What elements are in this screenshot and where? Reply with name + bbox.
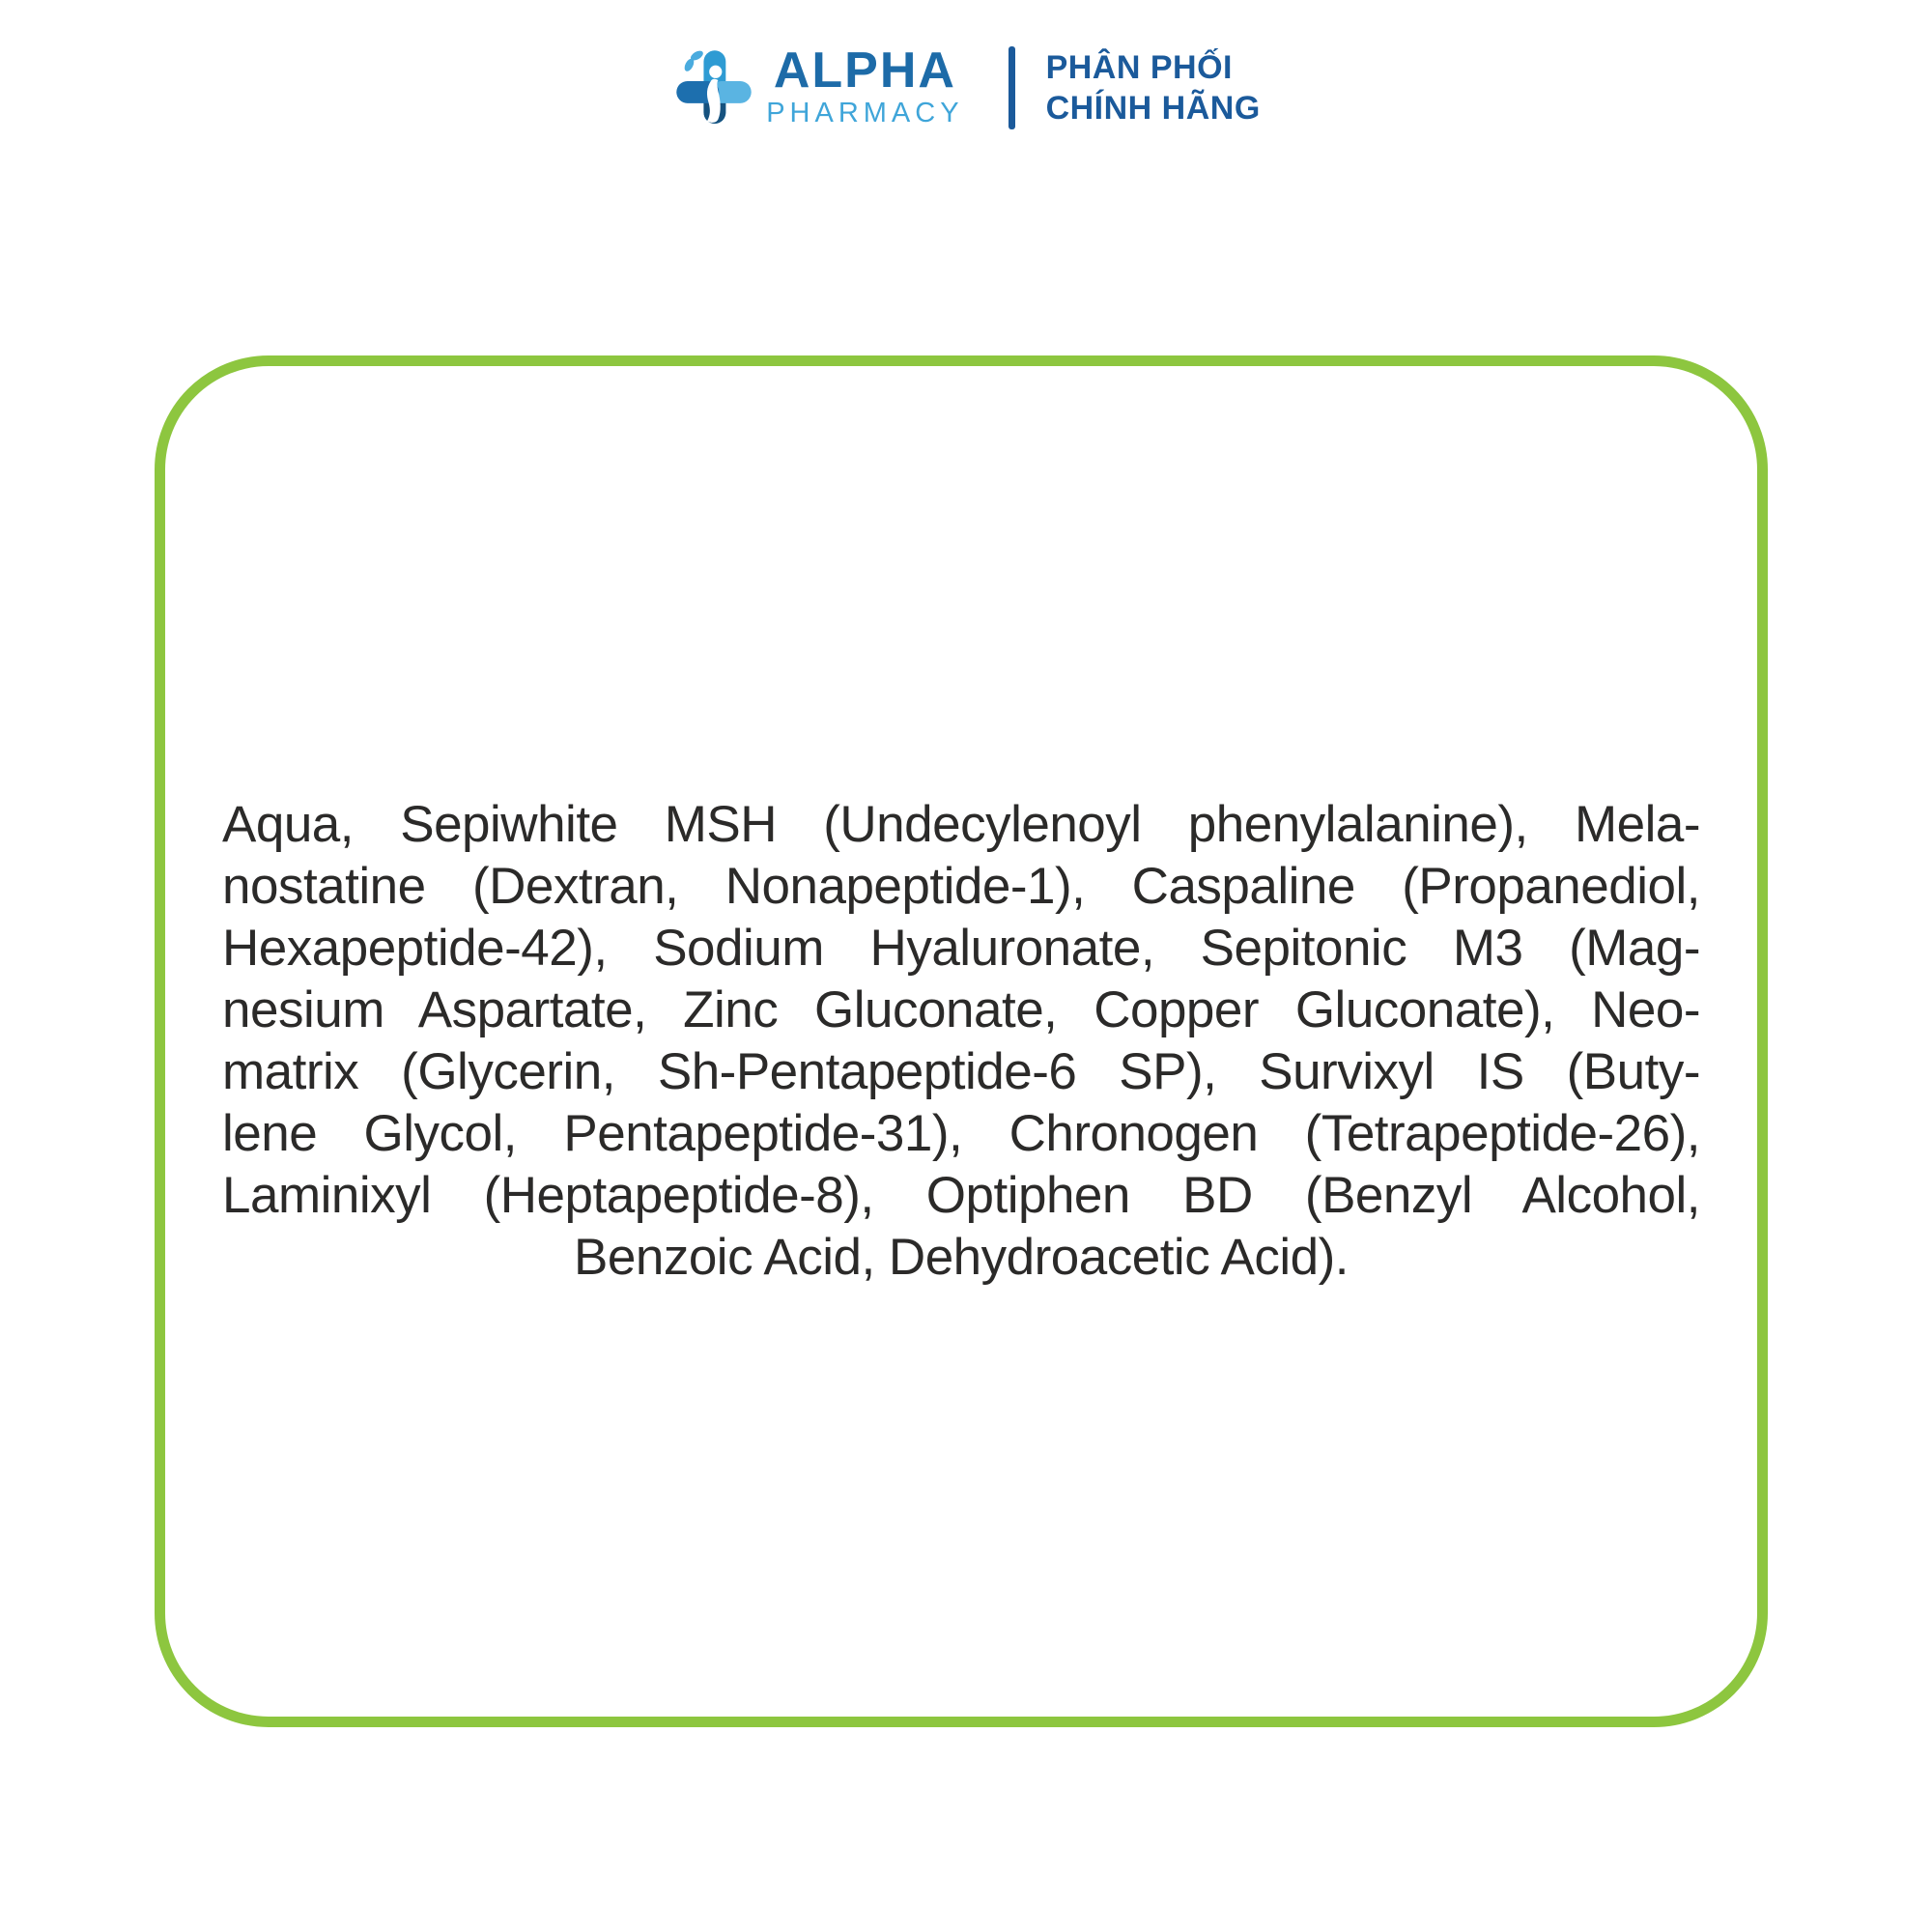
brand-name-primary: ALPHA — [773, 43, 956, 99]
ingredients-line: lene Glycol, Pentapeptide-31), Chronogen (Tetrapeptide-26), — [222, 1105, 1700, 1162]
pharmacy-cross-icon — [671, 45, 756, 130]
ingredients-line: matrix (Glycerin, Sh-Pentapeptide-6 SP), Survixyl IS (Buty- — [222, 1043, 1700, 1100]
brand-name — [766, 44, 963, 130]
ingredients-card — [155, 355, 1768, 1727]
vertical-divider — [1009, 46, 1015, 129]
brand-name-secondary: PHARMACY — [766, 98, 964, 128]
ingredients-line: Aqua, Sepiwhite MSH (Undecylenoyl phenylalanine), Mela- — [222, 796, 1700, 853]
ingredients-line: nostatine (Dextran, Nonapeptide-1), Caspaline (Propanediol, — [222, 858, 1700, 915]
tagline-line-1: PHÂN PHỐI — [1045, 48, 1233, 86]
ingredients-line: Benzoic Acid, Dehydroacetic Acid). — [574, 1229, 1349, 1286]
brand-header — [0, 44, 1932, 130]
ingredients-text — [222, 794, 1700, 1289]
ingredients-line: Hexapeptide-42), Sodium Hyaluronate, Sepitonic M3 (Mag- — [222, 920, 1700, 977]
brand-tagline — [1046, 47, 1261, 128]
ingredients-line: nesium Aspartate, Zinc Gluconate, Copper Gluconate), Neo- — [222, 981, 1700, 1038]
ingredients-line: Laminixyl (Heptapeptide-8), Optiphen BD (Benzyl Alcohol, — [222, 1167, 1700, 1224]
tagline-line-2: CHÍNH HÃNG — [1045, 89, 1261, 127]
